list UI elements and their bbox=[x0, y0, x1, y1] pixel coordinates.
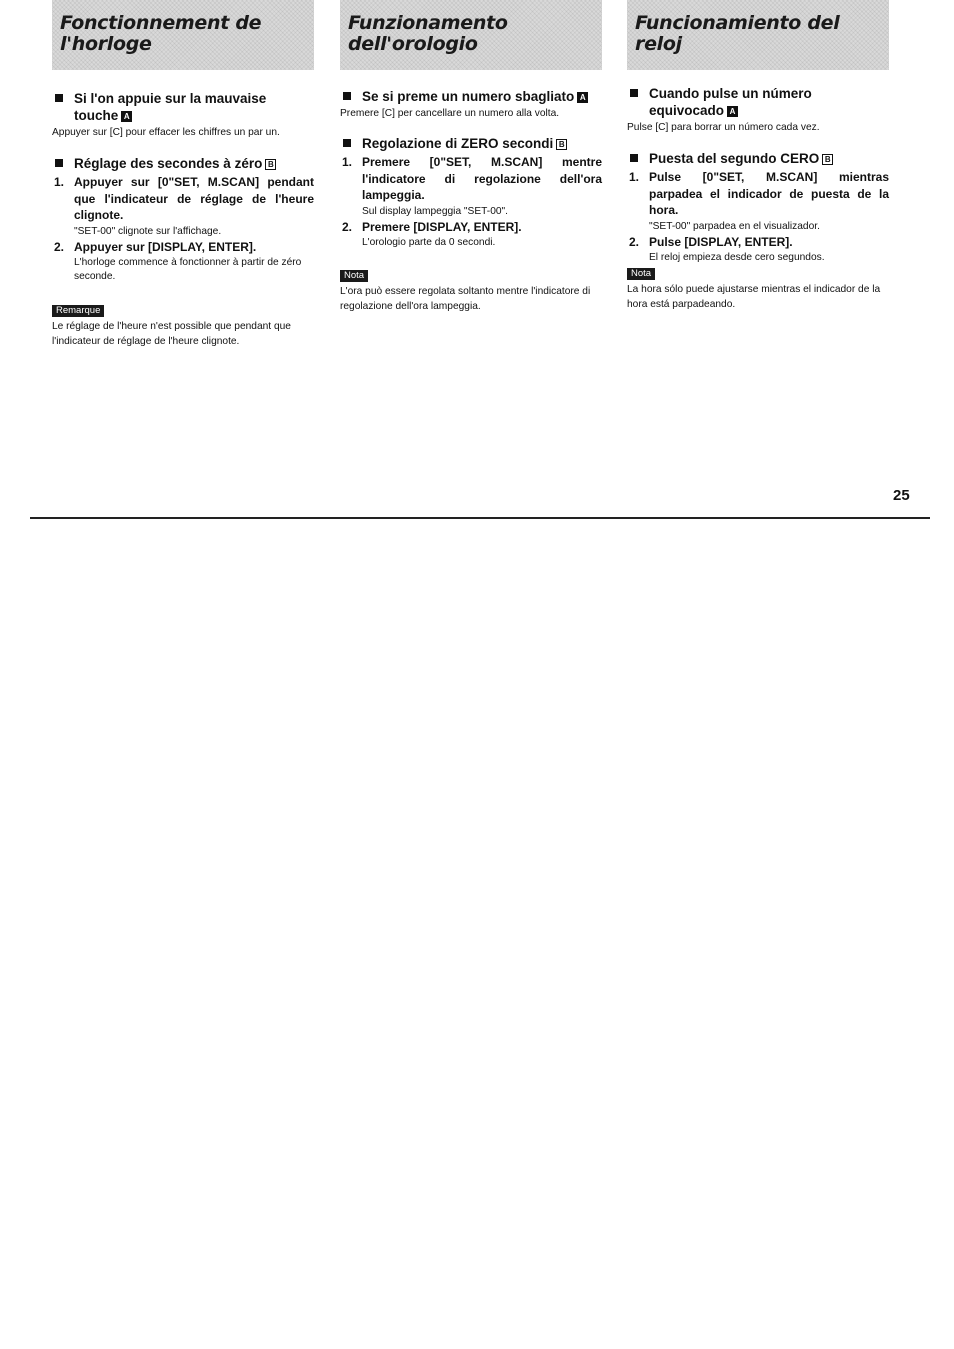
bullet-square-icon bbox=[343, 92, 351, 100]
figure-letter-badge: B bbox=[822, 154, 833, 165]
subsection-heading: Cuando pulse un número equivocado A bbox=[627, 85, 889, 119]
body-text: Premere [C] per cancellare un numero alla volta. bbox=[340, 108, 560, 119]
bullet-square-icon bbox=[55, 94, 63, 102]
step-item: 2. Pulse [DISPLAY, ENTER]. El reloj empieza desde cero segundos. bbox=[629, 234, 825, 263]
content-block bbox=[340, 135, 602, 250]
steps-list bbox=[52, 174, 314, 284]
note-label: Nota bbox=[627, 268, 655, 280]
subsection-heading: Si l'on appuie sur la mauvaise touche A bbox=[52, 90, 314, 124]
figure-letter-badge: A bbox=[121, 111, 132, 122]
subsection-heading: Puesta del segundo CERO B bbox=[627, 150, 889, 167]
bullet-square-icon bbox=[55, 159, 63, 167]
bullet-square-icon bbox=[630, 89, 638, 97]
steps-list bbox=[627, 169, 889, 265]
step-item: 1. Appuyer sur [0"SET, M.SCAN] pendant que l'indicateur de réglage de l'heure clignote. "SET-00" clignote sur l'affichage. bbox=[54, 175, 314, 237]
step-item: 2. Appuyer sur [DISPLAY, ENTER]. L'horloge commence à fonctionner à partir de zéro seconde. bbox=[54, 239, 302, 282]
figure-letter-badge: A bbox=[577, 92, 588, 103]
subsection-heading: Se si preme un numero sbagliato A bbox=[340, 88, 602, 105]
note-block bbox=[340, 265, 602, 314]
body-text: Pulse [C] para borrar un número cada vez. bbox=[627, 122, 820, 133]
page-number: 25 bbox=[893, 487, 910, 504]
content-block bbox=[52, 90, 314, 140]
content-block bbox=[627, 85, 889, 135]
figure-letter-badge: A bbox=[727, 106, 738, 117]
footer-rule bbox=[30, 517, 930, 519]
title-banner bbox=[52, 0, 314, 70]
note-label: Nota bbox=[340, 270, 368, 282]
content-block bbox=[340, 88, 602, 121]
figure-letter-badge: B bbox=[556, 139, 567, 150]
note-text: La hora sólo puede ajustarse mientras el indicador de la hora está parpadeando. bbox=[627, 284, 881, 310]
note-block bbox=[627, 263, 889, 312]
step-item: 1. Pulse [0"SET, M.SCAN] mientras parpadea el indicador de puesta de la hora. "SET-00" parpadea en el visualizador. bbox=[629, 170, 889, 232]
section-title: Funzionamento dell'orologio bbox=[348, 12, 508, 55]
note-text: L'ora può essere regolata soltanto mentre l'indicatore di regolazione dell'ora lampeggia. bbox=[340, 286, 591, 312]
subsection-heading: Réglage des secondes à zéro B bbox=[52, 155, 314, 172]
subsection-heading: Regolazione di ZERO secondi B bbox=[340, 135, 602, 152]
note-label: Remarque bbox=[52, 305, 104, 317]
figure-letter-badge: B bbox=[265, 159, 276, 170]
section-title: Fonctionnement de l'horloge bbox=[60, 12, 262, 55]
step-item: 2. Premere [DISPLAY, ENTER]. L'orologio parte da 0 secondi. bbox=[342, 219, 522, 248]
steps-list bbox=[340, 154, 602, 250]
note-text: Le réglage de l'heure n'est possible que pendant que l'indicateur de réglage de l'heure clignote. bbox=[52, 321, 291, 347]
title-banner bbox=[627, 0, 889, 70]
content-block bbox=[52, 155, 314, 284]
bullet-square-icon bbox=[630, 154, 638, 162]
step-item: 1. Premere [0"SET, M.SCAN] mentre l'indicatore di regolazione dell'ora lampeggia. Sul display lampeggia "SET-00". bbox=[342, 155, 602, 217]
section-title: Funcionamiento del reloj bbox=[635, 12, 840, 55]
title-banner bbox=[340, 0, 602, 70]
content-block bbox=[627, 150, 889, 265]
bullet-square-icon bbox=[343, 139, 351, 147]
note-block bbox=[52, 300, 314, 349]
body-text: Appuyer sur [C] pour effacer les chiffres un par un. bbox=[52, 127, 280, 138]
